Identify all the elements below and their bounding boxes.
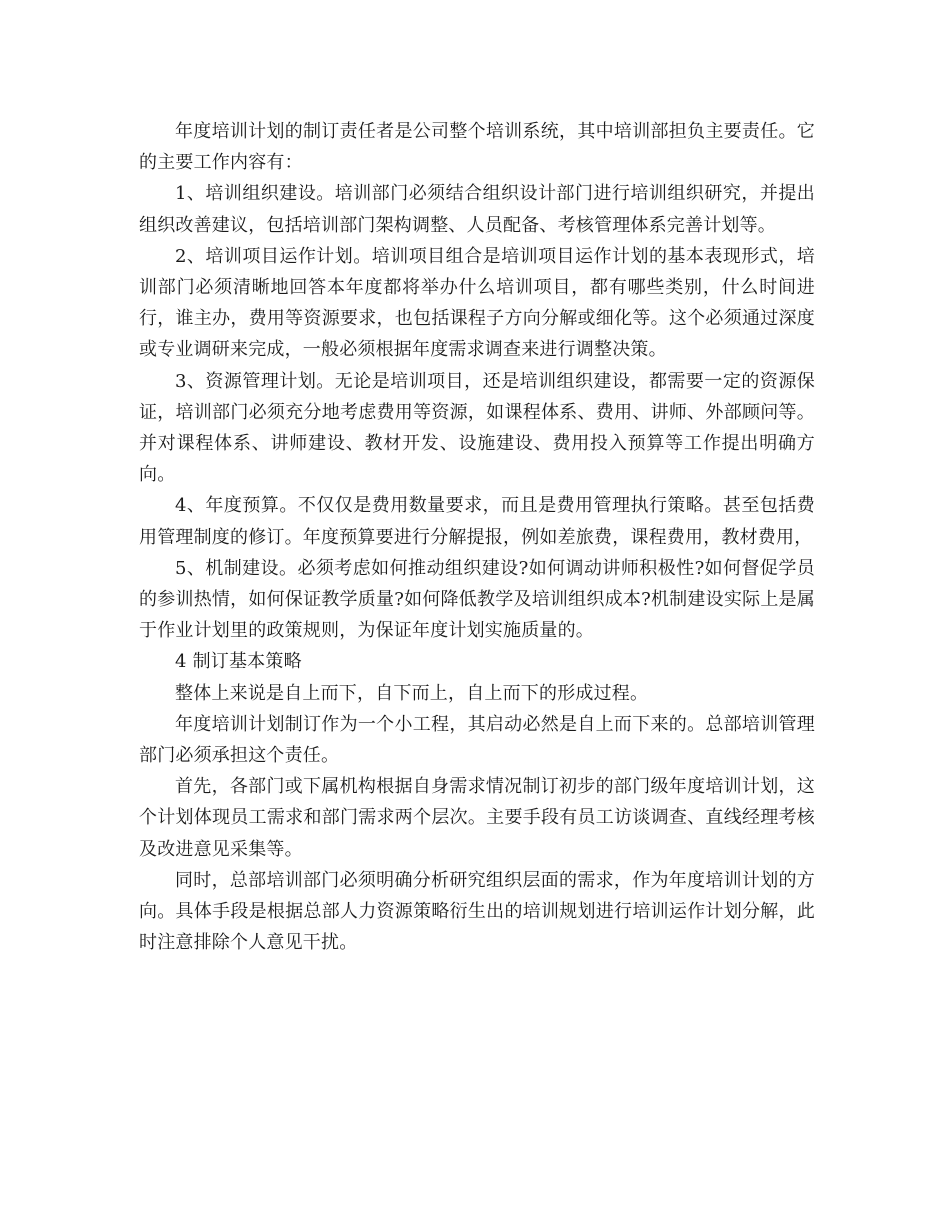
paragraph-project-plan: 2、培训项目运作计划。培训项目组合是培训项目运作计划的基本表现形式，培训部门必须清晰地回答本年度都将举办什么培训项目，都有哪些类别，什么时间进行，谁主办，费用等资源要求，也包括课程子方向分解或细化等。这个必须通过深度或专业调研来完成，一般必须根据年度需求调查来进行调整决策。 bbox=[139, 245, 815, 361]
paragraph-startup: 年度培训计划制订作为一个小工程，其启动必然是自上而下来的。总部培训管理部门必须承担这个责任。 bbox=[139, 713, 815, 767]
paragraph-org-building: 1、培训组织建设。培训部门必须结合组织设计部门进行培训组织研究，并提出组织改善建议，包括培训部门架构调整、人员配备、考核管理体系完善计划等。 bbox=[139, 183, 815, 236]
document-body bbox=[139, 116, 815, 958]
paragraph-responsibility: 年度培训计划的制订责任者是公司整个培训系统，其中培训部担负主要责任。它的主要工作内容有： bbox=[139, 121, 815, 174]
paragraph-mechanism: 5、机制建设。必须考虑如何推动组织建设?如何调动讲师积极性?如何督促学员的参训热情，如何保证教学质量?如何降低教学及培训组织成本?机制建设实际上是属于作业计划里的政策规则，为保证年度计划实施质量的。 bbox=[139, 557, 815, 642]
section-heading-strategy: 4 制订基本策略 bbox=[175, 651, 302, 673]
paragraph-first: 首先，各部门或下属机构根据自身需求情况制订初步的部门级年度培训计划，这个计划体现员工需求和部门需求两个层次。主要手段有员工访谈调查、直线经理考核及改进意见采集等。 bbox=[139, 776, 815, 860]
paragraph-resource-plan: 3、资源管理计划。无论是培训项目，还是培训组织建设，都需要一定的资源保证，培训部门必须充分地考虑费用等资源，如课程体系、费用、讲师、外部顾问等。并对课程体系、讲师建设、教材开发、设施建设、费用投入预算等工作提出明确方向。 bbox=[139, 370, 815, 486]
paragraph-overall: 整体上来说是自上而下，自下而上，自上而下的形成过程。 bbox=[175, 682, 649, 704]
paragraph-annual-budget: 4、年度预算。不仅仅是费用数量要求，而且是费用管理执行策略。甚至包括费用管理制度的修订。年度预算要进行分解提报，例如差旅费，课程费用，教材费用， bbox=[139, 495, 815, 548]
paragraph-meanwhile: 同时，总部培训部门必须明确分析研究组织层面的需求，作为年度培训计划的方向。具体手段是根据总部人力资源策略衍生出的培训规划进行培训运作计划分解，此时注意排除个人意见干扰。 bbox=[139, 869, 815, 954]
